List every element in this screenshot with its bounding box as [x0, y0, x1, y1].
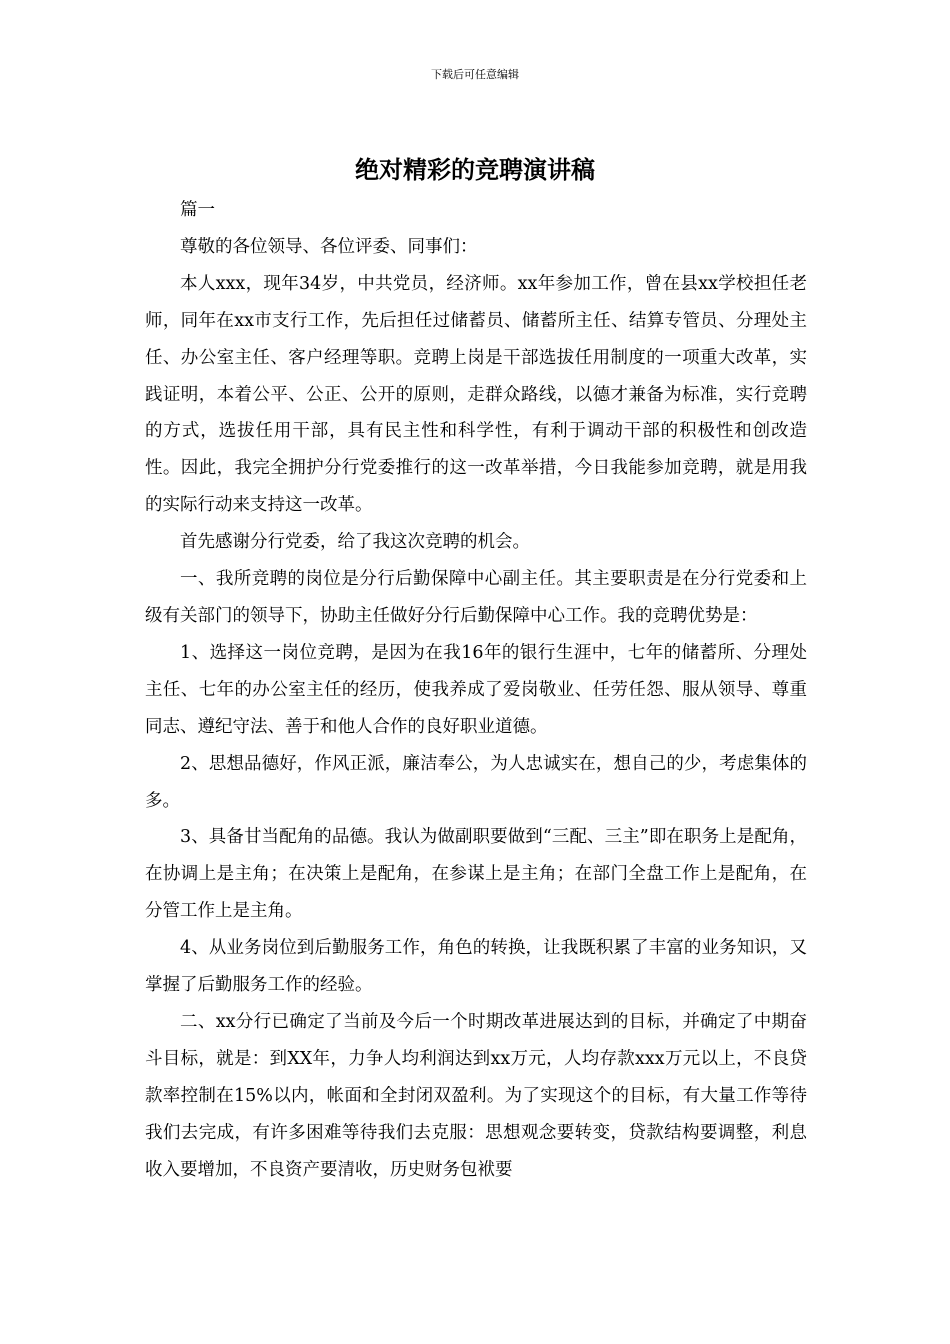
paragraph: 篇一 [180, 200, 215, 220]
document-title: 绝对精彩的竞聘演讲稿 [355, 156, 595, 184]
paragraph: 本人xxx，现年34岁，中共党员，经济师。xx年参加工作，曾在县xx学校担任老师，同年在xx市支行工作，先后担任过储蓄员、储蓄所主任、结算专管员、分理处主任、办公室主任、客户经理等职。竞聘上岗是干部选拔任用制度的一项重大改革，实践证明，本着公平、公正、公开的原则，走群众路线，以德才兼备为标准，实行竞聘的方式，选拔任用干部，具有民主性和科学性，有利于调动干部的积极性和创改造性。因此，我完全拥护分行党委推行的这一改革举措，今日我能参加竞聘，就是用我的实际行动来支持这一改革。 [145, 273, 807, 516]
paragraph: 4、从业务岗位到后勤服务工作，角色的转换，让我既积累了丰富的业务知识，又掌握了后勤服务工作的经验。 [145, 938, 807, 996]
paragraph: 首先感谢分行党委，给了我这次竞聘的机会。 [180, 532, 530, 553]
document-body [145, 192, 807, 1188]
paragraph: 二、xx分行已确定了当前及今后一个时期改革进展达到的目标，并确定了中期奋斗目标，就是：到XX年，力争人均利润达到xx万元，人均存款xxx万元以上，不良贷款率控制在15%以内，帐面和全封闭双盈利。为了实现这个的目标，有大量工作等待我们去完成，有许多困难等待我们去克服：思想观念要转变，贷款结构要调整，利息收入要增加，不良资产要清收，历史财务包袱要 [145, 1011, 807, 1180]
paragraph: 2、思想品德好，作风正派，廉洁奉公，为人忠诚实在，想自己的少，考虑集体的多。 [145, 753, 807, 811]
header-note: 下载后可任意编辑 [431, 68, 519, 81]
paragraph: 3、具备甘当配角的品德。我认为做副职要做到“三配、三主”即在职务上是配角，在协调上是主角；在决策上是配角，在参谋上是主角；在部门全盘工作上是配角，在分管工作上是主角。 [145, 827, 807, 922]
paragraph: 尊敬的各位领导、各位评委、同事们： [180, 236, 478, 257]
paragraph: 一、我所竞聘的岗位是分行后勤保障中心副主任。其主要职责是在分行党委和上级有关部门的领导下，协助主任做好分行后勤保障中心工作。我的竞聘优势是： [145, 569, 807, 626]
paragraph: 1、选择这一岗位竞聘，是因为在我16年的银行生涯中，七年的储蓄所、分理处主任、七年的办公室主任的经历，使我养成了爱岗敬业、任劳任怨、服从领导、尊重同志、遵纪守法、善于和他人合作的良好职业道德。 [145, 642, 807, 737]
